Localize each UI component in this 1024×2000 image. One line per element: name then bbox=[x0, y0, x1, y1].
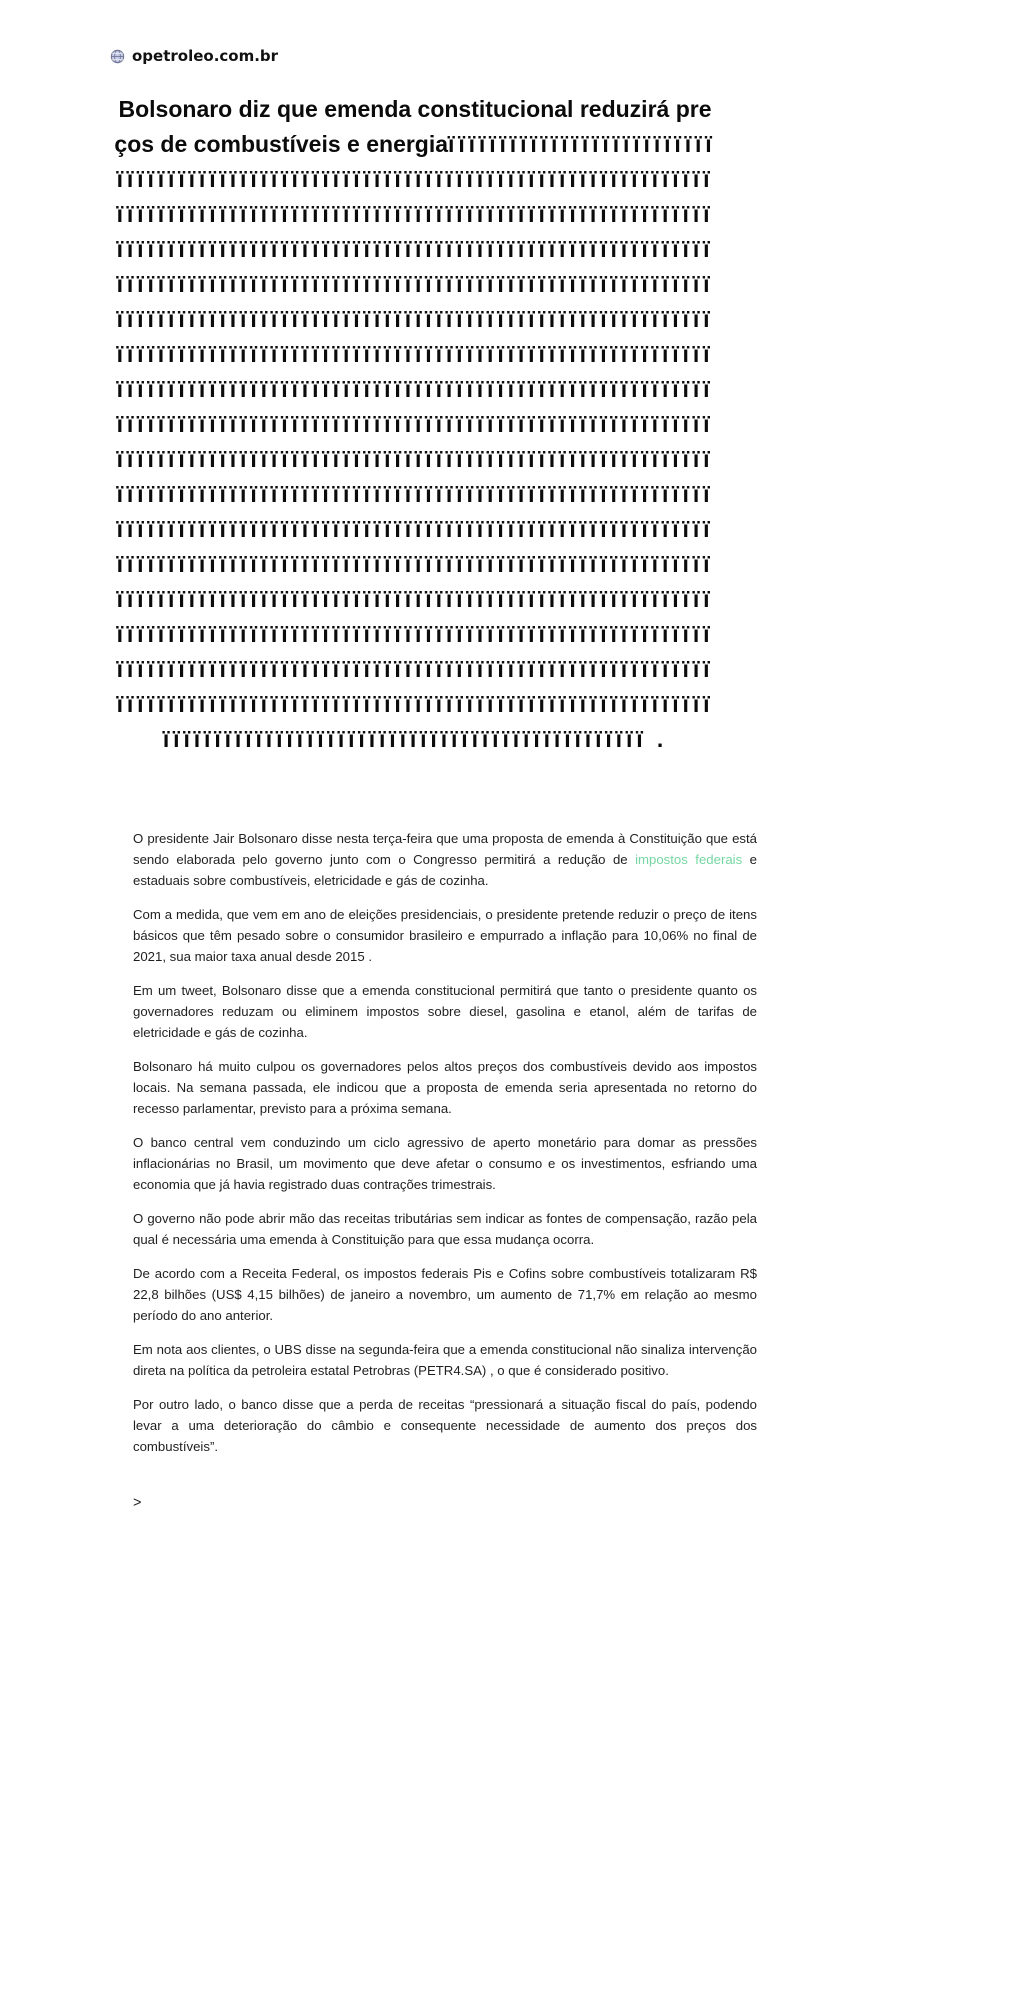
paragraph: O presidente Jair Bolsonaro disse nesta terça-feira que uma proposta de emenda à Constituição que está sendo elaborada pelo governo junto com o Congresso permitirá a redução de impostos federais e estaduais sobre combustíveis, eletricidade e gás de cozinha. bbox=[133, 831, 757, 888]
site-header bbox=[110, 47, 278, 65]
inline-link-impostos-federais[interactable]: impostos federais bbox=[635, 852, 743, 867]
paragraph: Em um tweet, Bolsonaro disse que a emenda constitucional permitirá que tanto o presidente quanto os governadores reduzam ou eliminem impostos sobre diesel, gasolina e etanol, além de tarifas de eletricidade e gás de cozinha. bbox=[133, 983, 757, 1040]
paragraph: Bolsonaro há muito culpou os governadores pelos altos preços dos combustíveis devido aos impostos locais. Na semana passada, ele indicou que a proposta de emenda seria apresentada no retorno do recesso parlamentar, previsto para a próxima semana. bbox=[133, 1059, 757, 1116]
article-body-region bbox=[133, 828, 757, 1511]
paragraph: Por outro lado, o banco disse que a perda de receitas “pressionará a situação fiscal do país, podendo levar a uma deterioração do câmbio e consequente necessidade de aumento dos preços dos combustíveis”. bbox=[133, 1397, 757, 1454]
article-headline bbox=[113, 92, 717, 757]
site-name: opetroleo.com.br bbox=[132, 47, 279, 65]
paragraphs-container bbox=[133, 828, 757, 1457]
paragraph: Com a medida, que vem em ano de eleições presidenciais, o presidente pretende reduzir o preço de itens básicos que têm pesado sobre o consumidor brasileiro e empurrado a inflação para 10,06% no final de 2021, sua maior taxa anual desde 2015 . bbox=[133, 907, 757, 964]
read-more-link[interactable]: > bbox=[133, 1495, 142, 1511]
paragraph: Em nota aos clientes, o UBS disse na segunda-feira que a emenda constitucional não sinaliza intervenção direta na política da petroleira estatal Petrobras (PETR4.SA) , o que é considerado positivo. bbox=[133, 1342, 757, 1378]
headline-text: Bolsonaro diz que emenda constitucional reduzirá preços de combustíveis e energia bbox=[114, 96, 712, 157]
headline-glitch-characters: ïïïïïïïïïïïïïïïïïïïïïïïïïïïïïïïïïïïïïïïïïïïïïïïïïïïïïïïïïïïïïïïïïïïïïïïïïïïïïïïïïïïïïïïïïïïïïïïïïïïïïïïïïïïïïïïïïïïïïïïïïïïïïïïïïïïïïïïïïïïïïïïïïïïïïïïïïïïïïïïïïïïïïïïïïïïïïïïïïïïïïïïïïïïïïïïïïïïïïïïïïïïïïïïïïïïïïïïïïïïïïïïïïïïïïïïïïïïïïïïïïïïïïïïïïïïïïïïïïïïïïïïïïïïïïïïïïïïïïïïïïïïïïïïïïïïïïïïïïïïïïïïïïïïïïïïïïïïïïïïïïïïïïïïïïïïïïïïïïïïïïïïïïïïïïïïïïïïïïïïïïïïïïïïïïïïïïïïïïïïïïïïïïïïïïïïïïïïïïïïïïïïïïïïïïïïïïïïïïïïïïïïïïïïïïïïïïïïïïïïïïïïïïïïïïïïïïïïïïïïïïïïïïïïïïïïïïïïïïïïïïïïïïïïïïïïïïïïïïïïïïïïïïïïïïïïïïïïïïïïïïïïïïïïïïïïïïïïïïïïïïïïïïïïïïïïïïïïïïïïïïïïïïïïïïïïïïïïïïïïïïïïïïïïïïïïïïïïïïïïïïïïïïïïïïïïïïïïïïïïïïïïïïïïïïïïïïïïïïïïïïïïïïïïïïïïïïïïïïïïïïïïïïïïïïïïïïïïïïïïïïïïïïïïïïïïïïïïïïïïïïïïïïïïïïïïïïïïïïïïïïïïïïïïïïïïïïïïïïïïïïïïïïïïïïïïïïïïïïïïïïïïïïïïïïïïïïïïïïïïïïïïïïïïïïïïïïïïïïïïïïïïïïïïïïïïïïïïïïïïïïïïïïïïïïïïïïïïïïïïïïïïïïïïïïïïïïïïïïïïïïïïïïïïïïïïïïïïïïïïïïïïïïïïïïïïïïïïïïïïïïïïïïïïïïïïïïïïïïïïïïïïïïïïïïïïïïïïïïïïïïïïïïïïïïïïïïïïïïïïïïïïïïïïïïïïïïïïïïïïïïïïïïïïïïïïïïïïïïïïïï . bbox=[116, 131, 716, 752]
globe-icon bbox=[110, 49, 125, 64]
paragraph: O governo não pode abrir mão das receitas tributárias sem indicar as fontes de compensação, razão pela qual é necessária uma emenda à Constituição para que essa mudança ocorra. bbox=[133, 1211, 757, 1247]
paragraph: O banco central vem conduzindo um ciclo agressivo de aperto monetário para domar as pressões inflacionárias no Brasil, um movimento que deve afetar o consumo e os investimentos, esfriando uma economia que já havia registrado duas contrações trimestrais. bbox=[133, 1135, 757, 1192]
paragraph: De acordo com a Receita Federal, os impostos federais Pis e Cofins sobre combustíveis totalizaram R$ 22,8 bilhões (US$ 4,15 bilhões) de janeiro a novembro, um aumento de 71,7% em relação ao mesmo período do ano anterior. bbox=[133, 1266, 757, 1323]
